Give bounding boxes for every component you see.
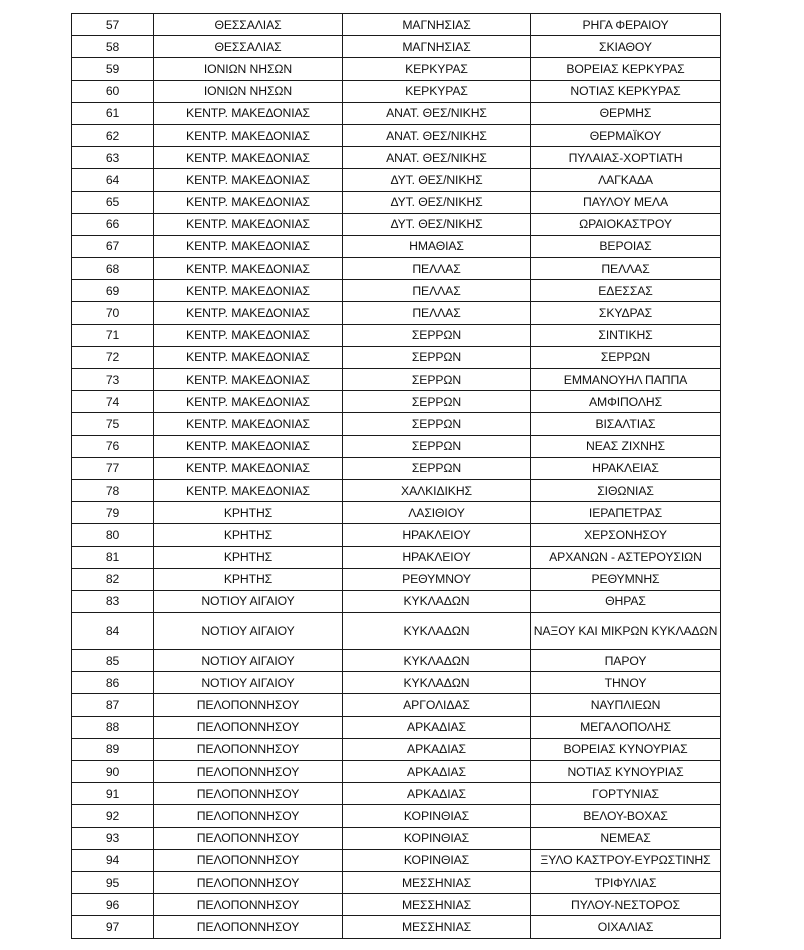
region-cell: ΠΕΛΟΠΟΝΝΗΣΟΥ (154, 894, 343, 916)
table-row (72, 502, 721, 524)
table-row (72, 916, 721, 938)
region-cell: ΠΕΛΟΠΟΝΝΗΣΟΥ (154, 805, 343, 827)
municipality-cell: ΒΕΛΟΥ-ΒΟΧΑΣ (531, 805, 721, 827)
row-number-cell: 68 (72, 258, 154, 280)
region-cell: ΚΕΝΤΡ. ΜΑΚΕΔΟΝΙΑΣ (154, 413, 343, 435)
municipality-cell: ΕΔΕΣΣΑΣ (531, 280, 721, 302)
row-number-cell: 76 (72, 435, 154, 457)
municipality-cell: ΜΕΓΑΛΟΠΟΛΗΣ (531, 716, 721, 738)
regional-unit-cell: ΚΥΚΛΑΔΩΝ (343, 650, 531, 672)
region-cell: ΚΡΗΤΗΣ (154, 524, 343, 546)
region-cell: ΚΕΝΤΡ. ΜΑΚΕΔΟΝΙΑΣ (154, 124, 343, 146)
region-cell: ΠΕΛΟΠΟΝΝΗΣΟΥ (154, 827, 343, 849)
row-number-cell: 85 (72, 650, 154, 672)
regional-unit-cell: ΠΕΛΛΑΣ (343, 302, 531, 324)
table-row (72, 546, 721, 568)
table-row (72, 369, 721, 391)
table-row (72, 235, 721, 257)
regional-unit-cell: ΡΕΘΥΜΝΟΥ (343, 568, 531, 590)
municipality-cell: ΝΟΤΙΑΣ ΚΥΝΟΥΡΙΑΣ (531, 761, 721, 783)
row-number-cell: 58 (72, 36, 154, 58)
region-cell: ΝΟΤΙΟΥ ΑΙΓΑΙΟΥ (154, 613, 343, 650)
row-number-cell: 88 (72, 716, 154, 738)
regional-unit-cell: ΗΡΑΚΛΕΙΟΥ (343, 546, 531, 568)
row-number-cell: 80 (72, 524, 154, 546)
table-row (72, 894, 721, 916)
regional-unit-cell: ΠΕΛΛΑΣ (343, 280, 531, 302)
table-row (72, 435, 721, 457)
table-row (72, 14, 721, 36)
regional-unit-cell: ΑΡΚΑΔΙΑΣ (343, 738, 531, 760)
regional-unit-cell: ΗΡΑΚΛΕΙΟΥ (343, 524, 531, 546)
regional-unit-cell: ΛΑΣΙΘΙΟΥ (343, 502, 531, 524)
regional-unit-cell: ΑΡΚΑΔΙΑΣ (343, 761, 531, 783)
region-cell: ΚΡΗΤΗΣ (154, 568, 343, 590)
municipality-cell: ΗΡΑΚΛΕΙΑΣ (531, 457, 721, 479)
municipality-cell: ΕΜΜΑΝΟΥΗΛ ΠΑΠΠΑ (531, 369, 721, 391)
municipality-cell: ΝΟΤΙΑΣ ΚΕΡΚΥΡΑΣ (531, 80, 721, 102)
row-number-cell: 70 (72, 302, 154, 324)
region-cell: ΙΟΝΙΩΝ ΝΗΣΩΝ (154, 58, 343, 80)
table-body (72, 14, 721, 939)
table-row (72, 213, 721, 235)
row-number-cell: 97 (72, 916, 154, 938)
table-row (72, 479, 721, 501)
row-number-cell: 77 (72, 457, 154, 479)
table-row (72, 36, 721, 58)
table-row (72, 258, 721, 280)
region-cell: ΚΕΝΤΡ. ΜΑΚΕΔΟΝΙΑΣ (154, 457, 343, 479)
regional-unit-cell: ΑΝΑΤ. ΘΕΣ/ΝΙΚΗΣ (343, 102, 531, 124)
municipality-cell: ΓΟΡΤΥΝΙΑΣ (531, 783, 721, 805)
municipality-cell: ΡΗΓΑ ΦΕΡΑΙΟΥ (531, 14, 721, 36)
row-number-cell: 69 (72, 280, 154, 302)
regional-unit-cell: ΣΕΡΡΩΝ (343, 346, 531, 368)
regional-unit-cell: ΚΟΡΙΝΘΙΑΣ (343, 827, 531, 849)
region-cell: ΝΟΤΙΟΥ ΑΙΓΑΙΟΥ (154, 650, 343, 672)
region-cell: ΘΕΣΣΑΛΙΑΣ (154, 14, 343, 36)
regional-unit-cell: ΣΕΡΡΩΝ (343, 435, 531, 457)
row-number-cell: 79 (72, 502, 154, 524)
municipality-cell: ΠΑΥΛΟΥ ΜΕΛΑ (531, 191, 721, 213)
region-cell: ΚΕΝΤΡ. ΜΑΚΕΔΟΝΙΑΣ (154, 324, 343, 346)
municipality-cell: ΘΕΡΜΗΣ (531, 102, 721, 124)
row-number-cell: 91 (72, 783, 154, 805)
table-row (72, 169, 721, 191)
row-number-cell: 61 (72, 102, 154, 124)
row-number-cell: 89 (72, 738, 154, 760)
table-row (72, 524, 721, 546)
municipality-cell: ΩΡΑΙΟΚΑΣΤΡΟΥ (531, 213, 721, 235)
region-cell: ΠΕΛΟΠΟΝΝΗΣΟΥ (154, 716, 343, 738)
row-number-cell: 75 (72, 413, 154, 435)
table-row (72, 457, 721, 479)
region-cell: ΚΕΝΤΡ. ΜΑΚΕΔΟΝΙΑΣ (154, 369, 343, 391)
table-row (72, 672, 721, 694)
municipality-cell: ΣΚΙΑΘΟΥ (531, 36, 721, 58)
municipality-cell: ΠΕΛΛΑΣ (531, 258, 721, 280)
region-cell: ΚΕΝΤΡ. ΜΑΚΕΔΟΝΙΑΣ (154, 169, 343, 191)
row-number-cell: 67 (72, 235, 154, 257)
region-cell: ΚΡΗΤΗΣ (154, 502, 343, 524)
row-number-cell: 94 (72, 849, 154, 871)
table-row (72, 613, 721, 650)
regional-unit-cell: ΜΕΣΣΗΝΙΑΣ (343, 871, 531, 893)
regional-unit-cell: ΚΕΡΚΥΡΑΣ (343, 58, 531, 80)
region-cell: ΚΕΝΤΡ. ΜΑΚΕΔΟΝΙΑΣ (154, 213, 343, 235)
region-cell: ΠΕΛΟΠΟΝΝΗΣΟΥ (154, 738, 343, 760)
region-cell: ΚΕΝΤΡ. ΜΑΚΕΔΟΝΙΑΣ (154, 346, 343, 368)
table-row (72, 58, 721, 80)
row-number-cell: 66 (72, 213, 154, 235)
regional-unit-cell: ΜΕΣΣΗΝΙΑΣ (343, 894, 531, 916)
region-cell: ΚΕΝΤΡ. ΜΑΚΕΔΟΝΙΑΣ (154, 102, 343, 124)
municipality-cell: ΒΟΡΕΙΑΣ ΚΥΝΟΥΡΙΑΣ (531, 738, 721, 760)
regional-unit-cell: ΣΕΡΡΩΝ (343, 413, 531, 435)
row-number-cell: 82 (72, 568, 154, 590)
municipality-cell: ΝΕΑΣ ΖΙΧΝΗΣ (531, 435, 721, 457)
municipality-cell: ΛΑΓΚΑΔΑ (531, 169, 721, 191)
table-row (72, 102, 721, 124)
municipality-cell: ΤΗΝΟΥ (531, 672, 721, 694)
table-row (72, 738, 721, 760)
row-number-cell: 86 (72, 672, 154, 694)
municipality-cell: ΒΙΣΑΛΤΙΑΣ (531, 413, 721, 435)
region-cell: ΚΕΝΤΡ. ΜΑΚΕΔΟΝΙΑΣ (154, 147, 343, 169)
row-number-cell: 57 (72, 14, 154, 36)
region-cell: ΚΕΝΤΡ. ΜΑΚΕΔΟΝΙΑΣ (154, 258, 343, 280)
row-number-cell: 71 (72, 324, 154, 346)
table-row (72, 191, 721, 213)
region-cell: ΚΕΝΤΡ. ΜΑΚΕΔΟΝΙΑΣ (154, 235, 343, 257)
municipality-cell: ΑΡΧΑΝΩΝ - ΑΣΤΕΡΟΥΣΙΩΝ (531, 546, 721, 568)
region-cell: ΚΕΝΤΡ. ΜΑΚΕΔΟΝΙΑΣ (154, 280, 343, 302)
table-row (72, 827, 721, 849)
region-cell: ΝΟΤΙΟΥ ΑΙΓΑΙΟΥ (154, 672, 343, 694)
table-row (72, 650, 721, 672)
table-row (72, 849, 721, 871)
table-row (72, 391, 721, 413)
region-cell: ΠΕΛΟΠΟΝΝΗΣΟΥ (154, 783, 343, 805)
regional-unit-cell: ΚΟΡΙΝΘΙΑΣ (343, 849, 531, 871)
table-row (72, 280, 721, 302)
municipality-cell: ΝΕΜΕΑΣ (531, 827, 721, 849)
row-number-cell: 84 (72, 613, 154, 650)
region-cell: ΘΕΣΣΑΛΙΑΣ (154, 36, 343, 58)
municipalities-table (71, 13, 721, 939)
municipality-cell: ΘΗΡΑΣ (531, 590, 721, 612)
table-row (72, 871, 721, 893)
table-row (72, 80, 721, 102)
regional-unit-cell: ΚΥΚΛΑΔΩΝ (343, 613, 531, 650)
region-cell: ΠΕΛΟΠΟΝΝΗΣΟΥ (154, 761, 343, 783)
table-row (72, 590, 721, 612)
municipality-cell: ΒΕΡΟΙΑΣ (531, 235, 721, 257)
row-number-cell: 96 (72, 894, 154, 916)
table-row (72, 716, 721, 738)
regional-unit-cell: ΜΑΓΝΗΣΙΑΣ (343, 36, 531, 58)
regional-unit-cell: ΣΕΡΡΩΝ (343, 391, 531, 413)
regional-unit-cell: ΗΜΑΘΙΑΣ (343, 235, 531, 257)
row-number-cell: 90 (72, 761, 154, 783)
table-row (72, 761, 721, 783)
table-row (72, 783, 721, 805)
municipality-cell: ΠΑΡΟΥ (531, 650, 721, 672)
region-cell: ΠΕΛΟΠΟΝΝΗΣΟΥ (154, 871, 343, 893)
row-number-cell: 95 (72, 871, 154, 893)
row-number-cell: 93 (72, 827, 154, 849)
municipality-cell: ΙΕΡΑΠΕΤΡΑΣ (531, 502, 721, 524)
regional-unit-cell: ΚΥΚΛΑΔΩΝ (343, 590, 531, 612)
row-number-cell: 92 (72, 805, 154, 827)
municipality-cell: ΤΡΙΦΥΛΙΑΣ (531, 871, 721, 893)
region-cell: ΝΟΤΙΟΥ ΑΙΓΑΙΟΥ (154, 590, 343, 612)
region-cell: ΠΕΛΟΠΟΝΝΗΣΟΥ (154, 916, 343, 938)
regional-unit-cell: ΚΕΡΚΥΡΑΣ (343, 80, 531, 102)
regional-unit-cell: ΑΡΓΟΛΙΔΑΣ (343, 694, 531, 716)
municipality-cell: ΧΕΡΣΟΝΗΣΟΥ (531, 524, 721, 546)
table-row (72, 147, 721, 169)
row-number-cell: 87 (72, 694, 154, 716)
regional-unit-cell: ΔΥΤ. ΘΕΣ/ΝΙΚΗΣ (343, 191, 531, 213)
regional-unit-cell: ΑΡΚΑΔΙΑΣ (343, 716, 531, 738)
row-number-cell: 81 (72, 546, 154, 568)
regional-unit-cell: ΣΕΡΡΩΝ (343, 457, 531, 479)
row-number-cell: 78 (72, 479, 154, 501)
municipality-cell: ΣΙΘΩΝΙΑΣ (531, 479, 721, 501)
region-cell: ΠΕΛΟΠΟΝΝΗΣΟΥ (154, 849, 343, 871)
row-number-cell: 59 (72, 58, 154, 80)
row-number-cell: 60 (72, 80, 154, 102)
regional-unit-cell: ΣΕΡΡΩΝ (343, 324, 531, 346)
region-cell: ΚΕΝΤΡ. ΜΑΚΕΔΟΝΙΑΣ (154, 435, 343, 457)
region-cell: ΠΕΛΟΠΟΝΝΗΣΟΥ (154, 694, 343, 716)
municipality-cell: ΟΙΧΑΛΙΑΣ (531, 916, 721, 938)
table-row (72, 324, 721, 346)
municipality-cell: ΘΕΡΜΑΪΚΟΥ (531, 124, 721, 146)
municipality-cell: ΞΥΛΟ ΚΑΣΤΡΟΥ-ΕΥΡΩΣΤΙΝΗΣ (531, 849, 721, 871)
regional-unit-cell: ΔΥΤ. ΘΕΣ/ΝΙΚΗΣ (343, 213, 531, 235)
region-cell: ΚΕΝΤΡ. ΜΑΚΕΔΟΝΙΑΣ (154, 391, 343, 413)
regional-unit-cell: ΧΑΛΚΙΔΙΚΗΣ (343, 479, 531, 501)
region-cell: ΚΕΝΤΡ. ΜΑΚΕΔΟΝΙΑΣ (154, 191, 343, 213)
regional-unit-cell: ΚΥΚΛΑΔΩΝ (343, 672, 531, 694)
table-row (72, 302, 721, 324)
region-cell: ΚΕΝΤΡ. ΜΑΚΕΔΟΝΙΑΣ (154, 302, 343, 324)
regional-unit-cell: ΠΕΛΛΑΣ (343, 258, 531, 280)
row-number-cell: 83 (72, 590, 154, 612)
row-number-cell: 62 (72, 124, 154, 146)
table-row (72, 694, 721, 716)
regional-unit-cell: ΑΝΑΤ. ΘΕΣ/ΝΙΚΗΣ (343, 124, 531, 146)
row-number-cell: 72 (72, 346, 154, 368)
municipality-cell: ΝΑΥΠΛΙΕΩΝ (531, 694, 721, 716)
regional-unit-cell: ΣΕΡΡΩΝ (343, 369, 531, 391)
regional-unit-cell: ΔΥΤ. ΘΕΣ/ΝΙΚΗΣ (343, 169, 531, 191)
row-number-cell: 64 (72, 169, 154, 191)
row-number-cell: 73 (72, 369, 154, 391)
table-row (72, 568, 721, 590)
municipality-cell: ΠΥΛΑΙΑΣ-ΧΟΡΤΙΑΤΗ (531, 147, 721, 169)
row-number-cell: 74 (72, 391, 154, 413)
regional-unit-cell: ΑΝΑΤ. ΘΕΣ/ΝΙΚΗΣ (343, 147, 531, 169)
table-row (72, 413, 721, 435)
municipality-cell: ΡΕΘΥΜΝΗΣ (531, 568, 721, 590)
table-row (72, 124, 721, 146)
regional-unit-cell: ΑΡΚΑΔΙΑΣ (343, 783, 531, 805)
municipality-cell: ΑΜΦΙΠΟΛΗΣ (531, 391, 721, 413)
regional-unit-cell: ΜΑΓΝΗΣΙΑΣ (343, 14, 531, 36)
municipality-cell: ΣΚΥΔΡΑΣ (531, 302, 721, 324)
region-cell: ΙΟΝΙΩΝ ΝΗΣΩΝ (154, 80, 343, 102)
municipality-cell: ΣΙΝΤΙΚΗΣ (531, 324, 721, 346)
regional-unit-cell: ΜΕΣΣΗΝΙΑΣ (343, 916, 531, 938)
row-number-cell: 65 (72, 191, 154, 213)
municipality-cell: ΠΥΛΟΥ-ΝΕΣΤΟΡΟΣ (531, 894, 721, 916)
municipality-cell: ΣΕΡΡΩΝ (531, 346, 721, 368)
row-number-cell: 63 (72, 147, 154, 169)
table-row (72, 346, 721, 368)
table-row (72, 805, 721, 827)
municipality-cell: ΝΑΞΟΥ ΚΑΙ ΜΙΚΡΩΝ ΚΥΚΛΑΔΩΝ (531, 613, 721, 650)
region-cell: ΚΕΝΤΡ. ΜΑΚΕΔΟΝΙΑΣ (154, 479, 343, 501)
municipality-cell: ΒΟΡΕΙΑΣ ΚΕΡΚΥΡΑΣ (531, 58, 721, 80)
regional-unit-cell: ΚΟΡΙΝΘΙΑΣ (343, 805, 531, 827)
region-cell: ΚΡΗΤΗΣ (154, 546, 343, 568)
